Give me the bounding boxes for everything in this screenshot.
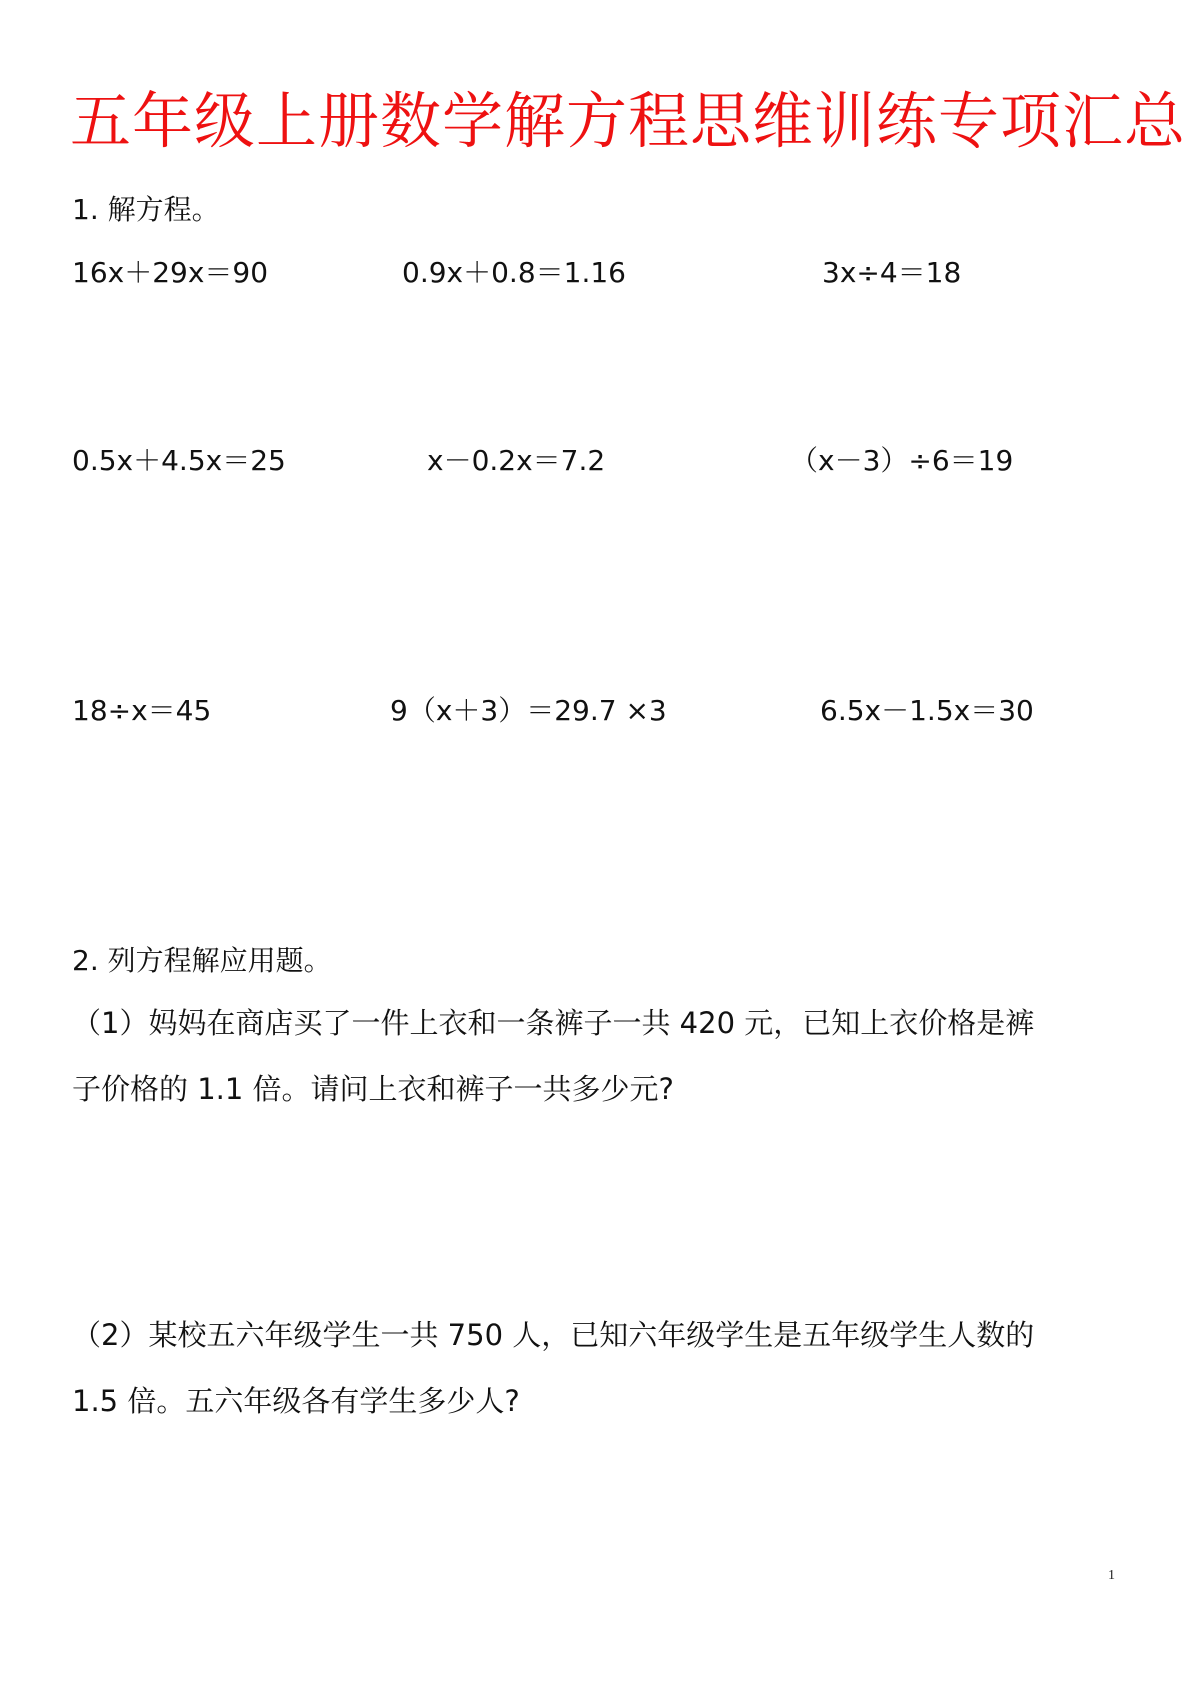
equation: （x－3）÷6＝19 [790,444,1014,477]
equation: 0.9x＋0.8＝1.16 [402,256,626,289]
equation: 16x＋29x＝90 [72,256,269,289]
equation: x－0.2x＝7.2 [427,444,606,477]
problem-line: 子价格的 1.1 倍。请问上衣和裤子一共多少元? [72,1072,674,1106]
word-problem-2 [72,1302,1132,1434]
equation: 3x÷4＝18 [822,256,962,289]
problem-line: 1.5 倍。五六年级各有学生多少人? [72,1384,520,1418]
document-title: 五年级上册数学解方程思维训练专项汇总 [70,86,1187,157]
word-problem-1 [72,990,1132,1122]
problem-line: （1）妈妈在商店买了一件上衣和一条裤子一共 420 元，已知上衣价格是裤 [72,1006,1035,1040]
equation: 9（x＋3）＝29.7 ×3 [390,694,667,727]
section1-heading: 1. 解方程。 [72,193,220,226]
equation: 6.5x－1.5x＝30 [820,694,1034,727]
problem-line: （2）某校五六年级学生一共 750 人，已知六年级学生是五年级学生人数的 [72,1318,1035,1352]
page-number: 1 [1108,1568,1115,1583]
equation: 18÷x＝45 [72,694,212,727]
equation: 0.5x＋4.5x＝25 [72,444,286,477]
section2-heading: 2. 列方程解应用题。 [72,944,332,977]
